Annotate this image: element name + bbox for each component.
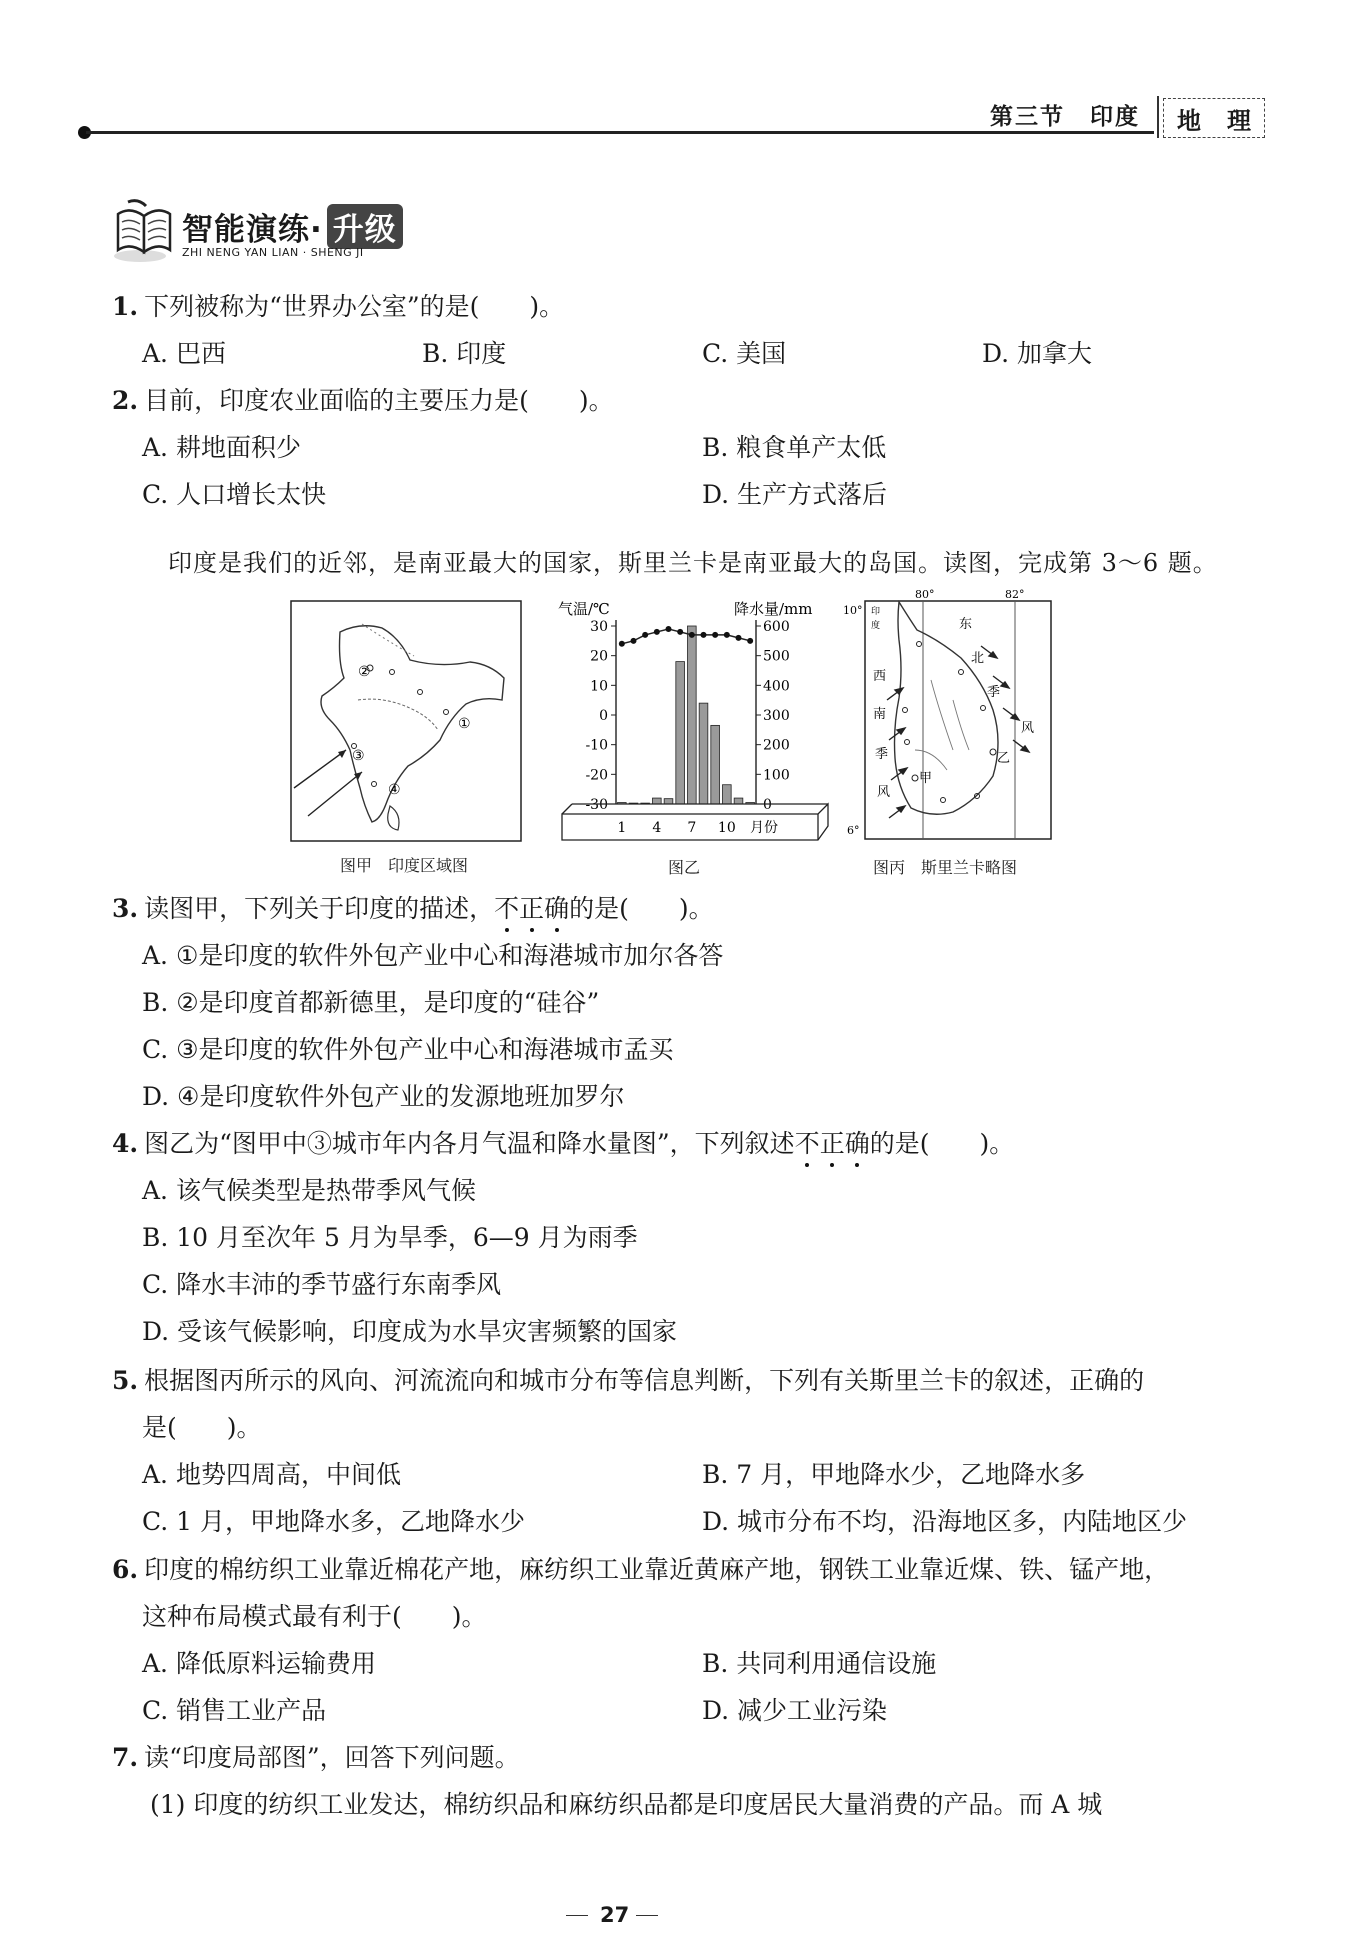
- logo-dot: ·: [310, 212, 323, 248]
- option: D. 减少工业污染: [702, 1696, 888, 1725]
- precip-bar: [734, 798, 743, 804]
- left-tick-label: -20: [585, 767, 608, 784]
- lat-label: 10°: [843, 604, 863, 617]
- emphasis-char: 不: [794, 1129, 820, 1158]
- page-number: 27: [600, 1903, 630, 1927]
- temperature-point: [677, 629, 683, 635]
- header-separator: [1157, 96, 1159, 138]
- precip-bar: [688, 626, 697, 804]
- temperature-point: [619, 641, 625, 647]
- emphasis-char: 确: [844, 1129, 870, 1158]
- month-tick-label: 4: [652, 820, 662, 836]
- precip-bar: [699, 703, 708, 804]
- lon-label: 82°: [1005, 588, 1025, 601]
- figure-caption: 图丙 斯里兰卡略图: [873, 858, 1018, 877]
- left-tick-label: -30: [585, 797, 608, 813]
- option: C. 销售工业产品: [142, 1696, 327, 1725]
- question-text: 下列被称为“世界办公室”的是( )。: [144, 292, 565, 321]
- question-text: 根据图丙所示的风向、河流流向和城市分布等信息判断，下列有关斯里兰卡的叙述，正确的: [144, 1366, 1145, 1395]
- climate-chart: [556, 600, 846, 850]
- marker: ④: [388, 782, 401, 798]
- question-number: 1.: [112, 292, 139, 321]
- option: A. 降低原料运输费用: [142, 1649, 376, 1678]
- wind-label: 风: [1021, 721, 1035, 736]
- question-text: 的是( )。: [569, 894, 714, 923]
- right-tick-label: 600: [763, 619, 790, 635]
- precip-bar: [723, 785, 732, 804]
- question-6: [112, 1553, 1169, 1587]
- option: A. 该气候类型是热带季风气候: [142, 1176, 476, 1205]
- right-tick-label: 200: [763, 737, 790, 754]
- page-number-rule: [636, 1915, 658, 1916]
- question-number: 3.: [112, 894, 139, 923]
- temperature-point: [747, 638, 753, 644]
- question-text: 图乙为“图甲中③城市年内各月气温和降水量图”，下列叙述: [144, 1129, 795, 1158]
- option: B. ②是印度首都新德里，是印度的“硅谷”: [142, 988, 600, 1017]
- wind-label: 季: [987, 685, 1001, 700]
- option: C. 1 月，甲地降水多，乙地降水少: [142, 1507, 525, 1536]
- option: D. ④是印度软件外包产业的发源地班加罗尔: [142, 1082, 625, 1111]
- option: A. 巴西: [142, 339, 226, 368]
- temperature-point: [736, 635, 742, 641]
- figure-jia-map: [290, 600, 522, 842]
- place-label: 乙: [997, 751, 1011, 766]
- logo-pinyin: ZHI NENG YAN LIAN · SHENG JI: [182, 246, 364, 259]
- header-rule: [86, 131, 1154, 134]
- place-label: 甲: [919, 771, 933, 786]
- question-text: 的是( )。: [869, 1129, 1015, 1158]
- option: A. 地势四周高，中间低: [142, 1460, 401, 1489]
- wind-label: 季: [875, 747, 889, 762]
- option: B. 10 月至次年 5 月为旱季，6—9 月为雨季: [142, 1223, 638, 1252]
- question-text: 读图甲，下列关于印度的描述，: [144, 894, 495, 923]
- question-number: 5.: [112, 1366, 139, 1395]
- question-number: 7.: [112, 1743, 139, 1772]
- month-tick-label: 1: [617, 820, 627, 836]
- left-tick-label: 0: [599, 708, 608, 724]
- emphasis-char: 正: [819, 1129, 845, 1158]
- option: B. 共同利用通信设施: [702, 1649, 937, 1678]
- temperature-point: [666, 626, 672, 632]
- left-tick-label: 10: [590, 678, 608, 695]
- right-tick-label: 300: [763, 708, 790, 724]
- sub-question: (1) 印度的纺织工业发达，棉纺织品和麻纺织品都是印度居民大量消费的产品。而 A 城: [150, 1790, 1103, 1819]
- emphasis-char: 不: [494, 894, 520, 923]
- precip-bar: [711, 725, 720, 804]
- temperature-line: [622, 629, 750, 644]
- right-tick-label: 400: [763, 678, 790, 695]
- figure-caption: 图乙: [668, 858, 701, 877]
- question-1: [112, 290, 564, 324]
- option: A. 耕地面积少: [142, 433, 301, 462]
- lat-label: 6°: [847, 824, 860, 837]
- marker: ①: [458, 716, 471, 732]
- question-number: 4.: [112, 1129, 139, 1158]
- wind-label: 东: [959, 617, 973, 632]
- option: D. 城市分布不均，沿海地区多，内陆地区少: [702, 1507, 1188, 1536]
- precip-bar: [653, 798, 662, 804]
- question-text: 目前，印度农业面临的主要压力是( )。: [144, 386, 614, 415]
- question-number: 2.: [112, 386, 139, 415]
- subject-char: 理: [1227, 106, 1251, 135]
- option: C. 人口增长太快: [142, 480, 327, 509]
- subject-char: 地: [1177, 106, 1201, 135]
- book-icon: [110, 196, 180, 266]
- option: C. 美国: [702, 339, 787, 368]
- question-7: [112, 1741, 520, 1775]
- month-label: 月份: [750, 820, 778, 836]
- figure-caption: 图甲 印度区域图: [340, 856, 469, 875]
- wind-label: 西: [873, 669, 887, 684]
- temperature-point: [701, 632, 707, 638]
- option: D. 生产方式落后: [702, 480, 888, 509]
- emphasis-char: 正: [519, 894, 545, 923]
- precip-bar: [664, 799, 673, 804]
- question-text: 是( )。: [142, 1413, 262, 1442]
- group-intro: 印度是我们的近邻，是南亚最大的国家，斯里兰卡是南亚最大的岛国。读图，完成第 3～6 题。: [168, 549, 1218, 577]
- option: A. ①是印度的软件外包产业中心和海港城市加尔各答: [142, 941, 724, 970]
- left-tick-label: 20: [590, 648, 608, 665]
- question-2: [112, 384, 614, 418]
- right-axis-label: 降水量/mm: [734, 600, 813, 618]
- question-text: 这种布局模式最有利于( )。: [142, 1602, 487, 1631]
- option: B. 粮食单产太低: [702, 433, 887, 462]
- question-text: 印度的棉纺织工业靠近棉花产地，麻纺织工业靠近黄麻产地，钢铁工业靠近煤、铁、锰产地，: [144, 1555, 1170, 1584]
- question-3: [112, 892, 714, 926]
- logo-badge: 升级: [327, 204, 403, 249]
- section-logo: [110, 196, 430, 268]
- wind-label: 南: [873, 707, 887, 722]
- page-number-rule: [566, 1915, 588, 1916]
- marker: ③: [352, 748, 365, 764]
- month-tick-label: 7: [687, 820, 697, 836]
- option: C. ③是印度的软件外包产业中心和海港城市孟买: [142, 1035, 674, 1064]
- temperature-point: [631, 638, 637, 644]
- subject-label: [1163, 98, 1265, 138]
- option: B. 印度: [422, 339, 507, 368]
- right-tick-label: 0: [763, 797, 772, 813]
- section-title: 第三节 印度: [990, 104, 1140, 130]
- corner-label: 度: [871, 621, 881, 631]
- option: B. 7 月，甲地降水少，乙地降水多: [702, 1460, 1086, 1489]
- left-tick-label: -10: [585, 737, 608, 754]
- precip-bar: [676, 662, 685, 804]
- emphasis-char: 确: [544, 894, 570, 923]
- figure-bing-map: [843, 588, 1053, 842]
- temperature-point: [712, 632, 718, 638]
- question-text: 读“印度局部图”，回答下列问题。: [144, 1743, 520, 1772]
- left-tick-label: 30: [590, 619, 608, 635]
- question-5: [112, 1364, 1144, 1398]
- logo-title-text: 智能演练: [182, 212, 310, 248]
- wind-label: 北: [971, 651, 985, 666]
- month-tick-label: 10: [717, 820, 736, 836]
- right-tick-label: 100: [763, 767, 790, 784]
- left-axis-label: 气温/℃: [558, 600, 610, 618]
- option: D. 加拿大: [982, 339, 1093, 368]
- marker: ②: [358, 664, 371, 680]
- temperature-point: [689, 632, 695, 638]
- wind-label: 风: [877, 785, 891, 800]
- option: C. 降水丰沛的季节盛行东南季风: [142, 1270, 502, 1299]
- temperature-point: [654, 629, 660, 635]
- corner-label: 印: [871, 607, 881, 617]
- question-number: 6.: [112, 1555, 139, 1584]
- temperature-point: [642, 632, 648, 638]
- temperature-point: [724, 632, 730, 638]
- right-tick-label: 500: [763, 648, 790, 665]
- question-4: [112, 1127, 1014, 1161]
- option: D. 受该气候影响，印度成为水旱灾害频繁的国家: [142, 1317, 678, 1346]
- lon-label: 80°: [915, 588, 935, 601]
